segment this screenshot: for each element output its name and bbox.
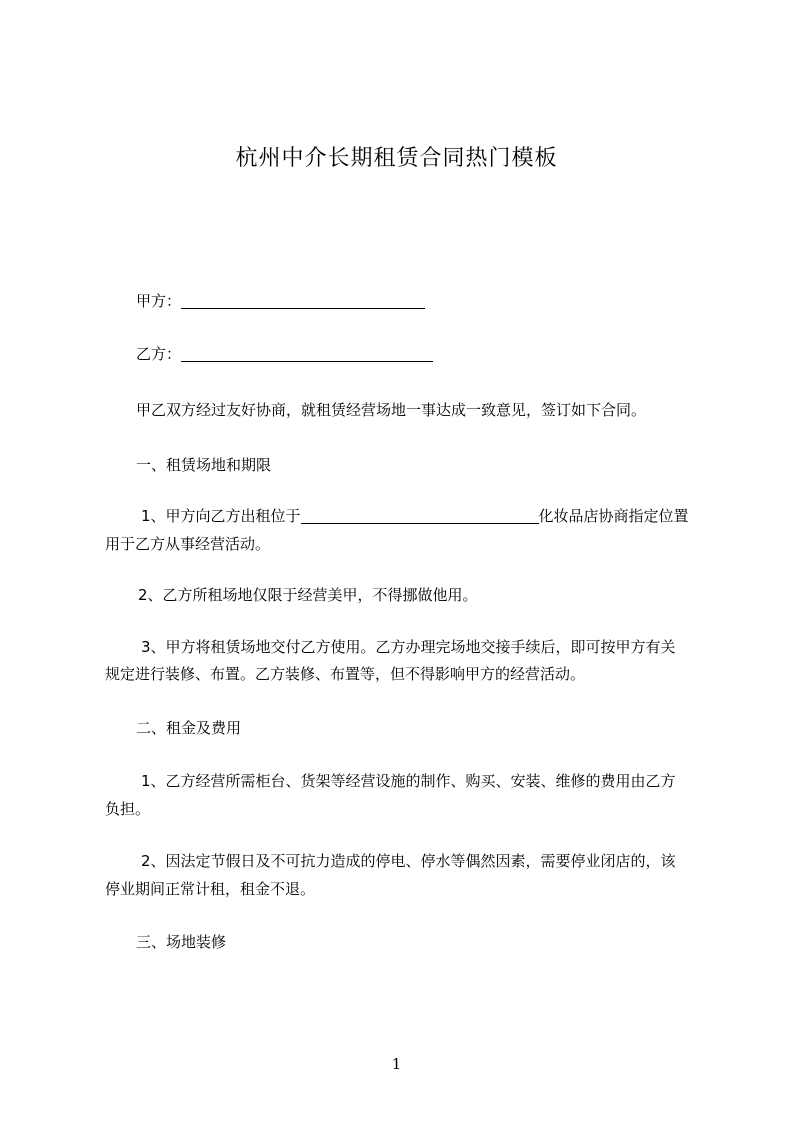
s1-item2: 2、乙方所租场地仅限于经营美甲，不得挪做他用。 <box>138 586 478 604</box>
s1-item1-line1 <box>141 506 689 526</box>
s1-item1-line2: 用于乙方从事经营活动。 <box>105 535 271 553</box>
location-blank[interactable] <box>301 507 539 524</box>
s2-item1-line1: 1、乙方经营所需柜台、货架等经营设施的制作、购买、安装、维修的费用由乙方 <box>141 772 676 790</box>
section-1-heading: 一、租赁场地和期限 <box>136 456 272 474</box>
party-a-line <box>136 291 425 311</box>
party-b-blank[interactable] <box>181 345 433 362</box>
page-title: 杭州中介长期租赁合同热门模板 <box>235 146 558 171</box>
intro-paragraph: 甲乙双方经过友好协商，就租赁经营场地一事达成一致意见，签订如下合同。 <box>136 401 647 419</box>
s1-item1-suffix: 化妆品店协商指定位置 <box>538 507 689 525</box>
s2-item2-line1: 2、因法定节假日及不可抗力造成的停电、停水等偶然因素，需要停业闭店的，该 <box>141 852 676 870</box>
party-b-line <box>136 344 433 364</box>
section-2-heading: 二、租金及费用 <box>136 719 242 737</box>
party-a-blank[interactable] <box>181 292 425 309</box>
s1-item1-prefix: 1、甲方向乙方出租位于 <box>141 507 301 525</box>
s1-item3-line2: 规定进行装修、布置。乙方装修、布置等，但不得影响甲方的经营活动。 <box>105 665 586 683</box>
s1-item3-line1: 3、甲方将租赁场地交付乙方使用。乙方办理完场地交接手续后，即可按甲方有关 <box>141 638 676 656</box>
party-b-label: 乙方： <box>136 345 182 363</box>
s2-item1-line2: 负担。 <box>105 800 151 818</box>
section-3-heading: 三、场地装修 <box>136 933 227 951</box>
s2-item2-line2: 停业期间正常计租，租金不退。 <box>105 880 316 898</box>
party-a-label: 甲方： <box>136 292 182 310</box>
page-number: 1 <box>391 1055 402 1073</box>
